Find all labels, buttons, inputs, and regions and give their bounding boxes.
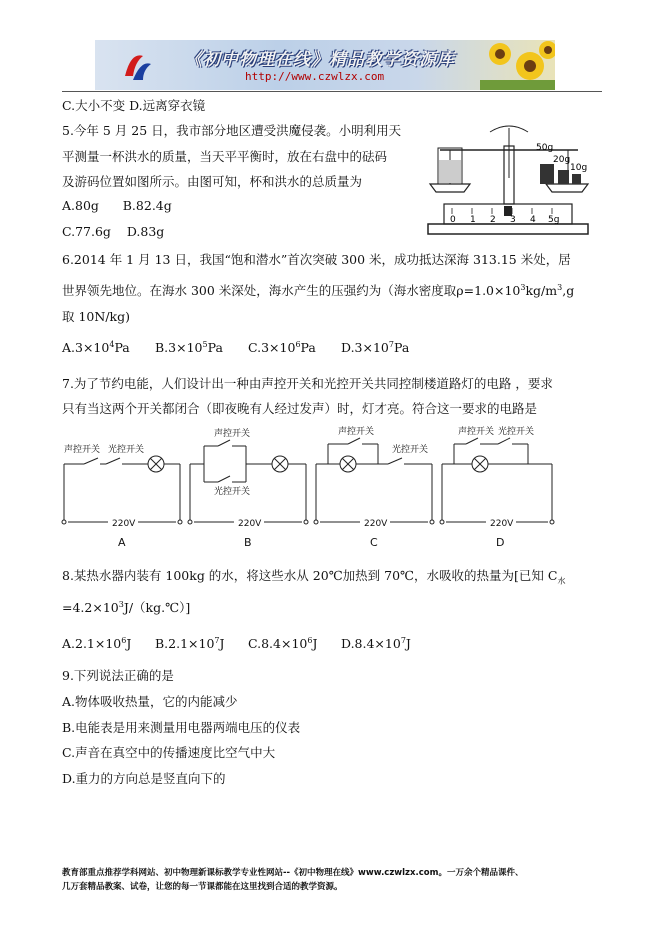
- circuit-d-sound-switch-label: 声控开关: [458, 427, 495, 437]
- circuit-c-light-switch-label: 光控开关: [392, 445, 429, 455]
- circuit-b-sound-switch-label: 声控开关: [214, 429, 251, 439]
- q8-option-a: $A.2.1\times 10^6J$: [62, 636, 132, 652]
- circuit-d-light-switch-label: 光控开关: [498, 427, 535, 437]
- balance-base: [428, 224, 588, 234]
- scale-tick-5: 5g: [548, 215, 560, 225]
- q8-options: [62, 636, 434, 651]
- q5-line-1: 5.今年 5 月 25 日，我市部分地区遭受洪魔侵袭。小明利用天: [62, 123, 402, 138]
- scale-tick-1: 1: [470, 215, 476, 225]
- circuit-b-light-switch-label: 光控开关: [214, 487, 251, 497]
- q8-option-b: $B.2.1\times 10^7J$: [155, 636, 225, 652]
- circuit-c-sound-switch-label: 声控开关: [338, 427, 375, 437]
- circuit-a-voltage: 220V: [112, 519, 136, 529]
- site-logo-icon: [117, 46, 157, 86]
- weight-label-20g: 20g: [553, 155, 571, 165]
- q6-line-2: 世界领先地位。在海水 300 米深处，海水产生的压强约为（海水密度取$\rho=1.0\times 10^3kg/m^3,g$: [62, 282, 575, 298]
- circuit-b-label: B: [244, 536, 252, 549]
- circuit-diagrams: [58, 424, 563, 554]
- circuit-d-label: D: [496, 536, 505, 549]
- q6-option-c: $C.3\times 10^6Pa$: [248, 340, 316, 356]
- footer-line-1: 教育部重点推荐学科网站、初中物理新课标教学专业性网站--《初中物理在线》www.czwlzx.com。一万余个精品课件、: [62, 868, 524, 878]
- q9-option-a: A.物体吸收热量，它的内能减少: [62, 694, 238, 709]
- q6-options: [62, 340, 434, 355]
- weight-50g: [540, 164, 554, 184]
- balance-figure: [420, 118, 595, 253]
- q5-options-ab: A.80g B.82.4g: [62, 198, 172, 213]
- left-pan: [430, 184, 470, 192]
- circuit-d-voltage: 220V: [490, 519, 514, 529]
- q7-line-1: 7.为了节约电能，人们设计出一种由声控开关和光控开关共同控制楼道路灯的电路 ，要求: [62, 376, 553, 391]
- q4-options-cd: C.大小不变 D.远离穿衣镜: [62, 98, 206, 113]
- circuit-a: [62, 456, 182, 524]
- banner-url: http://www.czwlzx.com: [245, 70, 385, 83]
- q5-line-3: 及游码位置如图所示。由图可知，杯和洪水的总质量为: [62, 174, 363, 189]
- q5-line-2: 平测量一杯洪水的质量，当天平平衡时，放在右盘中的砝码: [62, 149, 388, 164]
- q8-line-1: 8.某热水器内装有 100kg 的水，将这些水从 20℃加热到 70℃，水吸收的热量为[已知 $C_水$: [62, 568, 566, 586]
- circuit-b: [188, 440, 308, 524]
- q6-option-d: $D.3\times 10^7Pa$: [341, 340, 410, 356]
- weight-20g: [558, 170, 569, 184]
- right-pan: [546, 184, 588, 192]
- circuit-a-sound-switch-label: 声控开关: [64, 445, 101, 455]
- weight-10g: [572, 174, 581, 184]
- banner-title: 《初中物理在线》精品教学资源库: [185, 50, 455, 70]
- q9-option-b: B.电能表是用来测量用电器两端电压的仪表: [62, 720, 301, 735]
- header-banner: [95, 40, 555, 90]
- q9-option-c: C.声音在真空中的传播速度比空气中大: [62, 745, 276, 760]
- q6-option-a: $A.3\times 10^4Pa$: [62, 340, 130, 356]
- q9-option-d: D.重力的方向总是竖直向下的: [62, 771, 226, 786]
- header-divider: [62, 91, 602, 92]
- q8-option-d: $D.8.4\times 10^7J$: [341, 636, 411, 652]
- scale-tick-2: 2: [490, 215, 496, 225]
- q8-option-c: $C.8.4\times 10^6J$: [248, 636, 318, 652]
- circuit-c-voltage: 220V: [364, 519, 388, 529]
- weight-label-50g: 50g: [536, 143, 554, 153]
- q8-line-2: $=4.2\times 10^3J/(kg.℃)$]: [62, 599, 191, 615]
- q6-line-1: 6.2014 年 1 月 13 日，我国“饱和潜水”首次突破 300 米，成功抵达深海 313.15 米处，居: [62, 252, 571, 267]
- circuit-a-light-switch-label: 光控开关: [108, 445, 145, 455]
- q9-line-1: 9.下列说法正确的是: [62, 668, 174, 683]
- circuit-b-voltage: 220V: [238, 519, 262, 529]
- q6-line-3: 取 10N/kg): [62, 309, 130, 324]
- circuit-a-label: A: [118, 536, 126, 549]
- weight-label-10g: 10g: [570, 163, 588, 173]
- scale-tick-0: 0: [450, 215, 456, 225]
- footer-line-2: 几万套精品教案、试卷，让您的每一节课都能在这里找到合适的教学资源。: [62, 882, 343, 892]
- scale-tick-3: 3: [510, 215, 516, 225]
- circuit-d: [440, 438, 554, 524]
- circuit-c-label: C: [370, 536, 378, 549]
- q5-options-cd: C.77.6g D.83g: [62, 224, 165, 239]
- sunflower-icon: [480, 40, 555, 90]
- scale-tick-4: 4: [530, 215, 536, 225]
- q6-option-b: $B.3\times 10^5Pa$: [155, 340, 223, 356]
- q7-line-2: 只有当这两个开关都闭合（即夜晚有人经过发声）时，灯才亮。符合这一要求的电路是: [62, 401, 538, 416]
